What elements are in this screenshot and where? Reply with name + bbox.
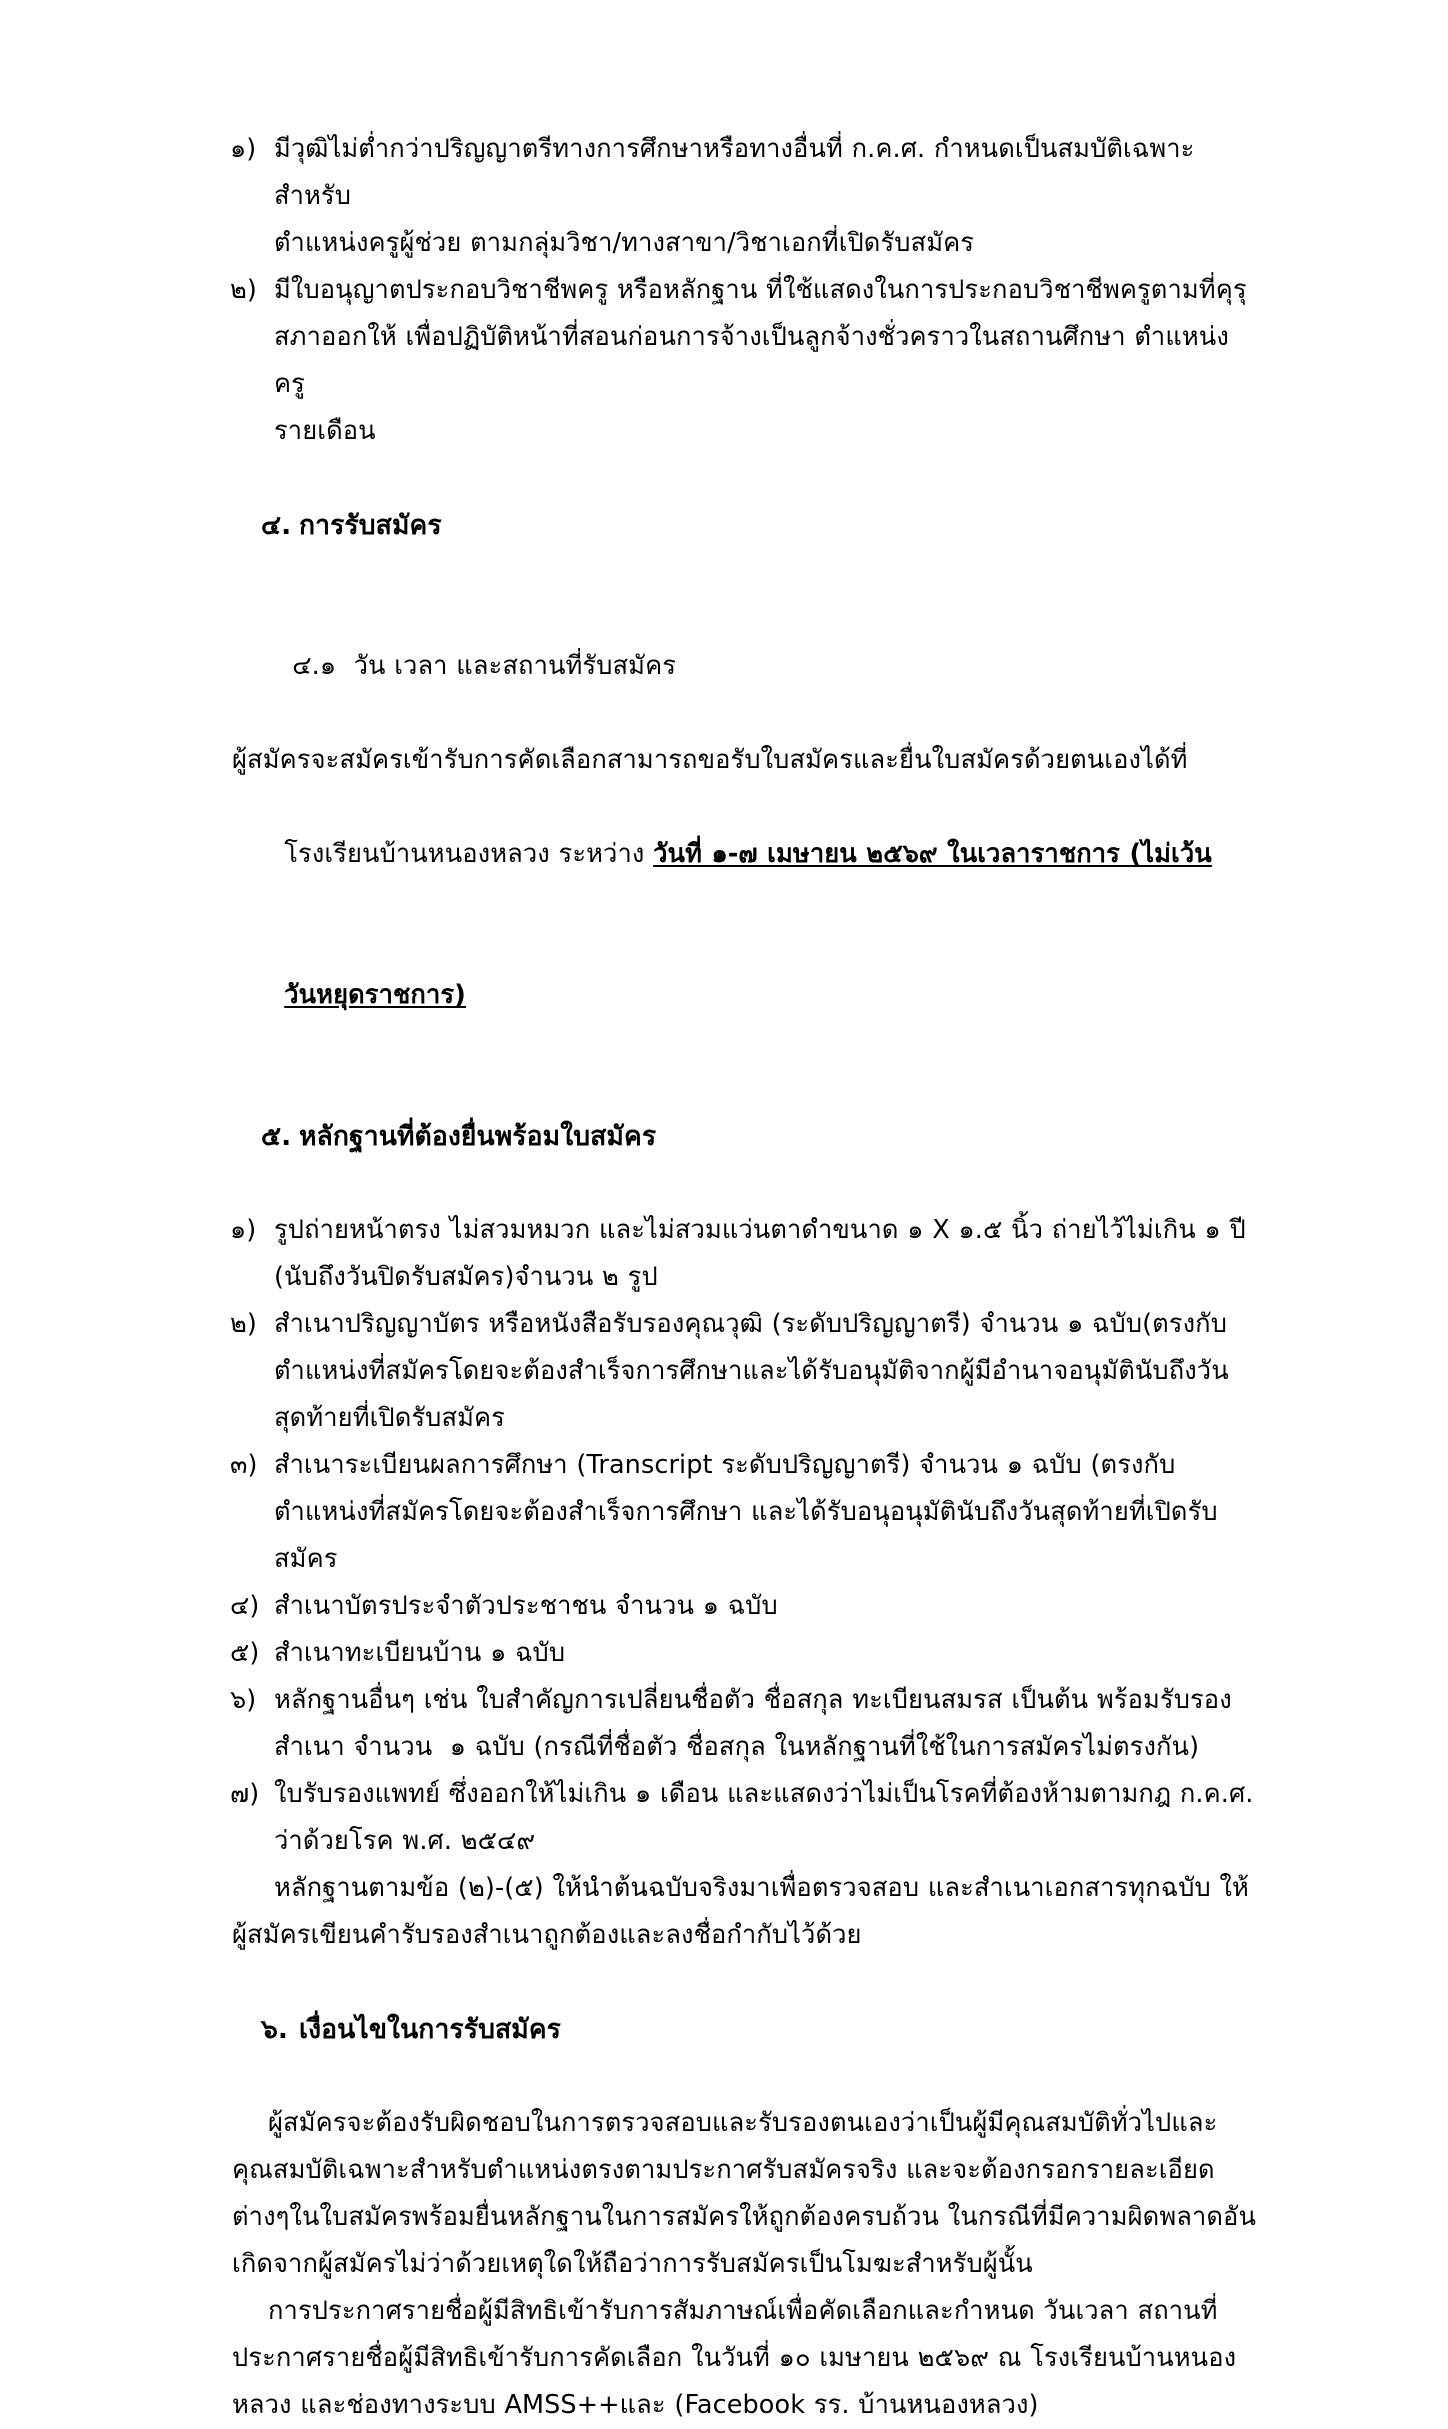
list-item-document-3-cont-2: สมัคร	[274, 1544, 338, 1574]
list-item-qualification-2	[196, 267, 1256, 314]
section-number: ๖.	[260, 2014, 289, 2045]
list-marker: ๒)	[230, 1309, 257, 1339]
list-item-document-5	[196, 1630, 1256, 1677]
list-item-text: รูปถ่ายหน้าตรง ไม่สวมหมวก และไม่สวมแว่นตาดำขนาด ๑ X ๑.๕ นิ้ว ถ่ายไว้ไม่เกิน ๑ ปี	[274, 1215, 1246, 1245]
list-item-text: สำเนาปริญญาบัตร หรือหนังสือรับรองคุณวุฒิ (ระดับปริญญาตรี) จำนวน ๑ ฉบับ(ตรงกับ	[274, 1309, 1227, 1339]
list-marker: ๕)	[230, 1638, 260, 1668]
section-number: ๕.	[260, 1121, 292, 1152]
list-item-document-4	[196, 1583, 1256, 1630]
section-title: เงื่อนไขในการรับสมัคร	[298, 2014, 562, 2045]
list-item-document-1-cont: (นับถึงวันปิดรับสมัคร)จำนวน ๒ รูป	[274, 1262, 658, 1292]
document-content	[196, 126, 1256, 2429]
list-item-document-2-cont-1: ตำแหน่งที่สมัครโดยจะต้องสำเร็จการศึกษาและได้รับอนุมัติจากผู้มีอำนาจอนุมัตินับถึงวัน	[274, 1356, 1229, 1386]
section-6-para-2-line-2: ประกาศรายชื่อผู้มีสิทธิเข้ารับการคัดเลือก ในวันที่ ๑๐ เมษายน ๒๕๖๙ ณ โรงเรียนบ้านหนอง	[232, 2343, 1237, 2373]
list-item-document-7	[196, 1771, 1256, 1818]
registration-date-emphasis-cont: วันหยุดราชการ)	[284, 980, 466, 1010]
list-marker: ๖)	[230, 1685, 257, 1715]
document-note-line-2: ผู้สมัครเขียนคำรับรองสำเนาถูกต้องและลงชื่อกำกับไว้ด้วย	[232, 1920, 862, 1950]
list-item-text: หลักฐานอื่นๆ เช่น ใบสำคัญการเปลี่ยนชื่อตัว ชื่อสกุล ทะเบียนสมรส เป็นต้น พร้อมรับรอง	[274, 1685, 1232, 1715]
subsection-title: วัน เวลา และสถานที่รับสมัคร	[353, 651, 677, 681]
section-6-para-1-line-3: ต่างๆในใบสมัครพร้อมยื่นหลักฐานในการสมัครให้ถูกต้องครบถ้วน ในกรณีที่มีความผิดพลาดอัน	[232, 2202, 1256, 2232]
list-marker: ๑)	[230, 1215, 257, 1245]
document-note-line-1: หลักฐานตามข้อ (๒)-(๕) ให้นำต้นฉบับจริงมาเพื่อตรวจสอบ และสำเนาเอกสารทุกฉบับ ให้	[274, 1873, 1249, 1903]
list-item-document-2	[196, 1301, 1256, 1348]
list-marker: ๔)	[230, 1591, 260, 1621]
list-item-qualification-2-cont-1: สภาออกให้ เพื่อปฏิบัติหน้าที่สอนก่อนการจ้างเป็นลูกจ้างชั่วคราวในสถานศึกษา ตำแหน่งครู	[274, 322, 1229, 399]
list-item-text: สำเนาระเบียนผลการศึกษา (Transcript ระดับปริญญาตรี) จำนวน ๑ ฉบับ (ตรงกับ	[274, 1450, 1176, 1480]
section-title: การรับสมัคร	[298, 510, 442, 541]
section-heading-6	[196, 1959, 1256, 2100]
subsection-heading-4-1	[196, 596, 1256, 737]
section-6-para-1-line-4: เกิดจากผู้สมัครไม่ว่าด้วยเหตุใดให้ถือว่าการรับสมัครเป็นโมฆะสำหรับผู้นั้น	[232, 2249, 1033, 2279]
list-item-document-1	[196, 1207, 1256, 1254]
list-marker: ๒)	[230, 275, 257, 305]
list-item-text: มีใบอนุญาตประกอบวิชาชีพครู หรือหลักฐาน ที่ใช้แสดงในการประกอบวิชาชีพครูตามที่คุรุ	[274, 275, 1247, 305]
list-item-document-3-cont-1: ตำแหน่งที่สมัครโดยจะต้องสำเร็จการศึกษา และได้รับอนุอนุมัตินับถึงวันสุดท้ายที่เปิดรับ	[274, 1497, 1218, 1527]
list-item-text: ใบรับรองแพทย์ ซึ่งออกให้ไม่เกิน ๑ เดือน และแสดงว่าไม่เป็นโรคที่ต้องห้ามตามกฎ ก.ค.ศ.	[274, 1779, 1254, 1809]
list-item-text: สำเนาบัตรประจำตัวประชาชน จำนวน ๑ ฉบับ	[274, 1591, 778, 1621]
list-item-document-6	[196, 1677, 1256, 1724]
section-4-body-line-2	[196, 784, 1256, 925]
section-6-para-2-line-1: การประกาศรายชื่อผู้มีสิทธิเข้ารับการสัมภาษณ์เพื่อคัดเลือกและกำหนด วันเวลา สถานที่	[268, 2296, 1218, 2326]
list-item-document-7-cont: ว่าด้วยโรค พ.ศ. ๒๕๔๙	[274, 1826, 536, 1856]
list-item-text: สำเนาทะเบียนบ้าน ๑ ฉบับ	[274, 1638, 566, 1668]
section-heading-4	[196, 455, 1256, 596]
list-item-document-3	[196, 1442, 1256, 1489]
section-4-body-line-3	[196, 925, 1256, 1066]
section-heading-5	[196, 1066, 1256, 1207]
section-title: หลักฐานที่ต้องยื่นพร้อมใบสมัคร	[298, 1121, 657, 1152]
list-marker: ๗)	[230, 1779, 260, 1809]
list-item-qualification-1-cont: ตำแหน่งครูผู้ช่วย ตามกลุ่มวิชา/ทางสาขา/วิชาเอกที่เปิดรับสมัคร	[274, 228, 975, 258]
subsection-number: ๔.๑	[292, 651, 337, 681]
list-item-document-2-cont-2: สุดท้ายที่เปิดรับสมัคร	[274, 1403, 505, 1433]
section-6-para-1-line-1: ผู้สมัครจะต้องรับผิดชอบในการตรวจสอบและรับรองตนเองว่าเป็นผู้มีคุณสมบัติทั่วไปและ	[268, 2108, 1218, 2138]
section-4-body-plain: โรงเรียนบ้านหนองหลวง ระหว่าง	[284, 839, 654, 869]
section-number: ๔.	[260, 510, 292, 541]
section-6-para-2-line-3: หลวง และช่องทางระบบ AMSS++และ (Facebook รร. บ้านหนองหลวง)	[232, 2390, 1039, 2420]
section-4-body-line-1: ผู้สมัครจะสมัครเข้ารับการคัดเลือกสามารถขอรับใบสมัครและยื่นใบสมัครด้วยตนเองได้ที่	[232, 745, 1188, 775]
list-item-text: มีวุฒิไม่ต่ำกว่าปริญญาตรีทางการศึกษาหรือทางอื่นที่ ก.ค.ศ. กำหนดเป็นสมบัติเฉพาะสำหรับ	[274, 134, 1195, 211]
list-item-qualification-1	[196, 126, 1256, 220]
list-item-qualification-2-cont-2: รายเดือน	[274, 416, 376, 446]
list-marker: ๓)	[230, 1450, 258, 1480]
registration-date-emphasis: วันที่ ๑-๗ เมษายน ๒๕๖๙ ในเวลาราชการ (ไม่เว้น	[653, 839, 1212, 869]
section-6-para-1-line-2: คุณสมบัติเฉพาะสำหรับตำแหน่งตรงตามประกาศรับสมัครจริง และจะต้องกรอกรายละเอียด	[232, 2155, 1215, 2185]
list-marker: ๑)	[230, 134, 257, 164]
list-item-document-6-cont: สำเนา จำนวน ๑ ฉบับ (กรณีที่ชื่อตัว ชื่อสกุล ในหลักฐานที่ใช้ในการสมัครไม่ตรงกัน)	[274, 1732, 1200, 1762]
